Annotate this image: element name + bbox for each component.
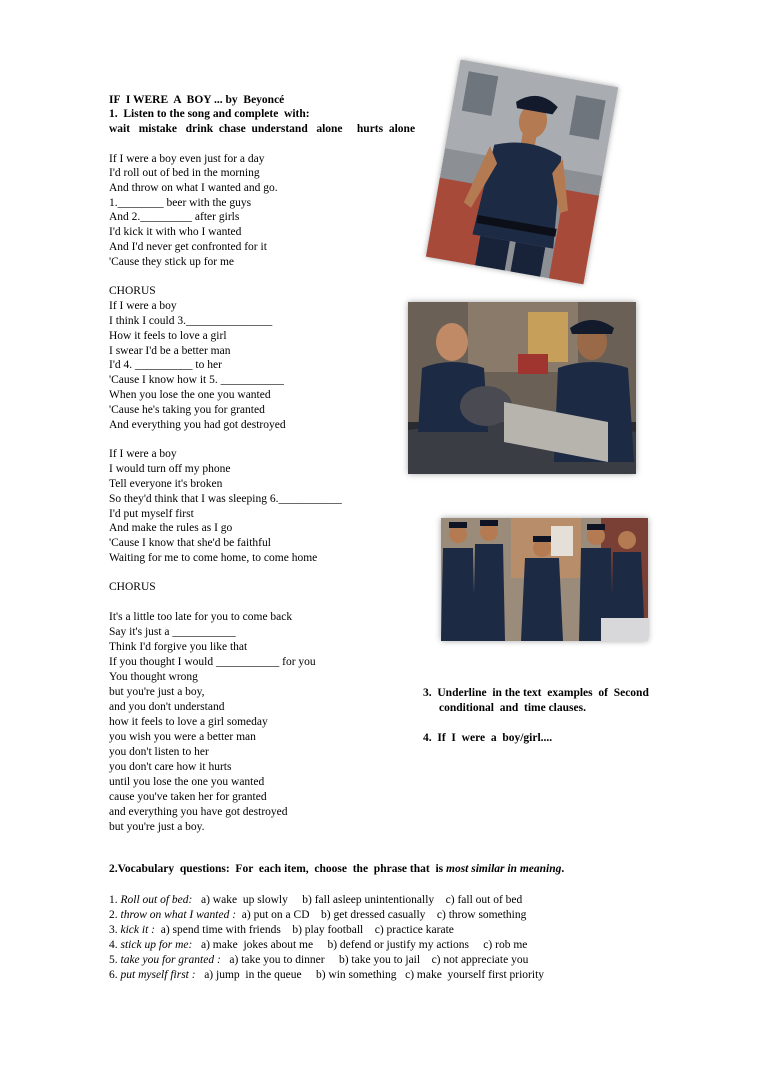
lyric-line: but you're just a boy. bbox=[109, 821, 205, 833]
lyric-line-blank: If you thought I would ___________ for you bbox=[109, 656, 316, 668]
lyric-line: and you don't understand bbox=[109, 701, 225, 713]
photo-officer-portrait bbox=[426, 60, 618, 285]
task3-line2: conditional and time clauses. bbox=[439, 702, 586, 714]
vocab-item: 4. stick up for me: a) make jokes about me b) defend or justify my actions c) rob me bbox=[109, 939, 528, 951]
lyric-line: And make the rules as I go bbox=[109, 522, 233, 534]
photo-officer-group bbox=[441, 518, 648, 641]
lyric-line: but you're just a boy, bbox=[109, 686, 205, 698]
lyric-line: I would turn off my phone bbox=[109, 463, 231, 475]
lyric-line: Think I'd forgive you like that bbox=[109, 641, 248, 653]
lyric-line: cause you've taken her for granted bbox=[109, 791, 267, 803]
lyric-line: And I'd never get confronted for it bbox=[109, 241, 267, 253]
lyric-line: and everything you have got destroyed bbox=[109, 806, 288, 818]
lyric-line: how it feels to love a girl someday bbox=[109, 716, 268, 728]
lyric-line: Tell everyone it's broken bbox=[109, 478, 223, 490]
lyric-line: 'Cause I know that she'd be faithful bbox=[109, 537, 271, 549]
task1-word-bank: wait mistake drink chase understand alone hurts alone bbox=[109, 123, 416, 135]
photo-arrest-scene bbox=[408, 302, 636, 474]
task3-line1: 3. Underline in the text examples of Second bbox=[423, 687, 649, 699]
lyric-line-blank-4: I'd 4. __________ to her bbox=[109, 359, 222, 371]
vocab-heading: 2.Vocabulary questions: For each item, choose the phrase that is most similar in meaning. bbox=[109, 863, 565, 875]
lyric-line: 'Cause they stick up for me bbox=[109, 256, 235, 268]
lyric-line-blank-5: 'Cause I know how it 5. ___________ bbox=[109, 374, 284, 386]
lyric-line: It's a little too late for you to come back bbox=[109, 611, 293, 623]
task4-prompt: 4. If I were a boy/girl.... bbox=[423, 732, 553, 744]
lyric-line: I swear I'd be a better man bbox=[109, 345, 231, 357]
lyric-line: you don't care how it hurts bbox=[109, 761, 232, 773]
lyric-line: Waiting for me to come home, to come home bbox=[109, 552, 318, 564]
vocab-item: 1. Roll out of bed: a) wake up slowly b) fall asleep unintentionally c) fall out of bed bbox=[109, 894, 523, 906]
chorus-heading: CHORUS bbox=[109, 581, 156, 593]
lyric-line-blank-1: 1.________ beer with the guys bbox=[109, 197, 252, 209]
lyric-line: You thought wrong bbox=[109, 671, 198, 683]
task1-instruction: 1. Listen to the song and complete with: bbox=[109, 108, 310, 120]
lyric-line-blank-2: And 2._________ after girls bbox=[109, 211, 240, 223]
lyric-line: When you lose the one you wanted bbox=[109, 389, 271, 401]
worksheet-title: IF I WERE A BOY ... by Beyoncé bbox=[109, 94, 285, 106]
lyric-line: until you lose the one you wanted bbox=[109, 776, 265, 788]
lyric-line-blank-3: I think I could 3._______________ bbox=[109, 315, 273, 327]
lyric-line: If I were a boy bbox=[109, 300, 177, 312]
lyric-line-blank: Say it's just a ___________ bbox=[109, 626, 236, 638]
lyric-line: I'd put myself first bbox=[109, 508, 194, 520]
lyric-line: And throw on what I wanted and go. bbox=[109, 182, 278, 194]
lyric-line-blank-6: So they'd think that I was sleeping 6.___________ bbox=[109, 493, 342, 505]
lyric-line: How it feels to love a girl bbox=[109, 330, 227, 342]
lyric-line: I'd roll out of bed in the morning bbox=[109, 167, 260, 179]
vocab-item: 3. kick it : a) spend time with friends b) play football c) practice karate bbox=[109, 924, 454, 936]
vocab-item: 5. take you for granted : a) take you to dinner b) take you to jail c) not appreciate you bbox=[109, 954, 529, 966]
vocab-item: 2. throw on what I wanted : a) put on a CD b) get dressed casually c) throw something bbox=[109, 909, 527, 921]
lyric-line: I'd kick it with who I wanted bbox=[109, 226, 242, 238]
lyric-line: you don't listen to her bbox=[109, 746, 209, 758]
vocab-item: 6. put myself first : a) jump in the queue b) win something c) make yourself first priority bbox=[109, 969, 545, 981]
lyric-line: 'Cause he's taking you for granted bbox=[109, 404, 265, 416]
lyric-line: you wish you were a better man bbox=[109, 731, 256, 743]
lyric-line: If I were a boy bbox=[109, 448, 177, 460]
lyric-line: And everything you had got destroyed bbox=[109, 419, 286, 431]
chorus-heading: CHORUS bbox=[109, 285, 156, 297]
lyric-line: If I were a boy even just for a day bbox=[109, 153, 265, 165]
